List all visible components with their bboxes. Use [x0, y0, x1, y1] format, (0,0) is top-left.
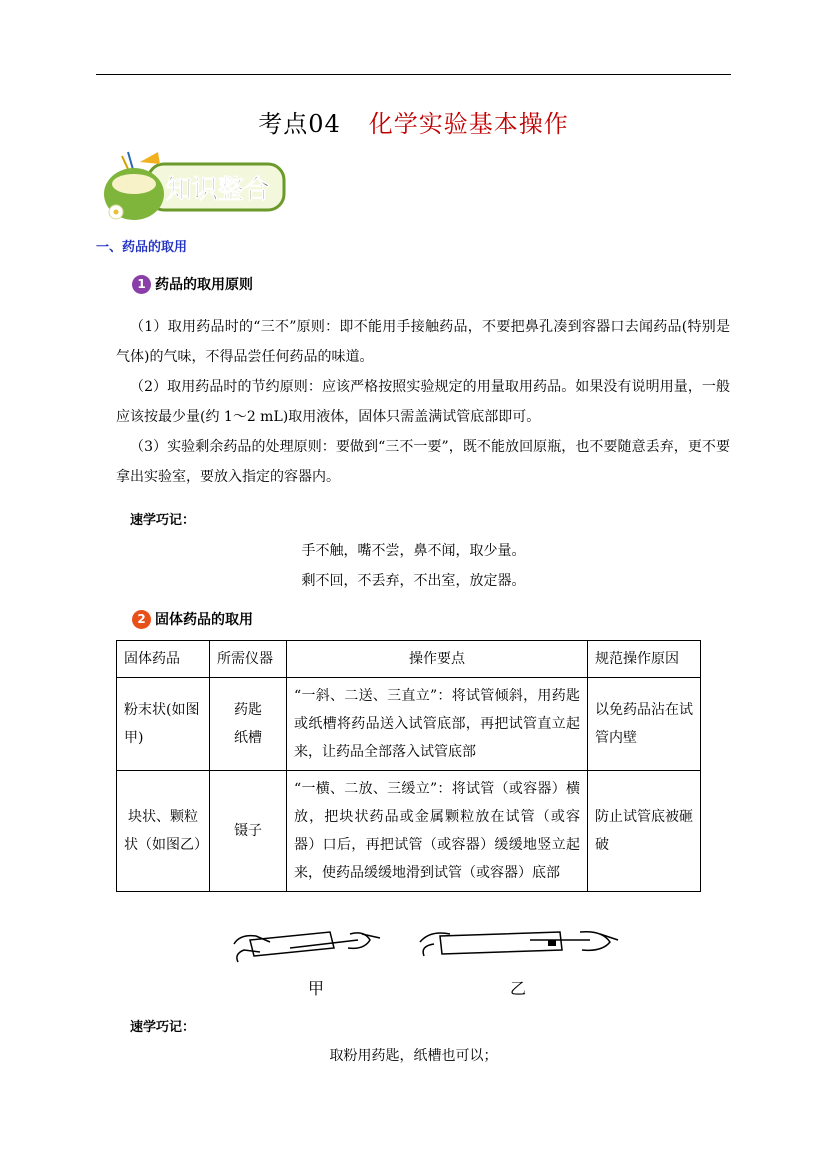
memo-line: 取粉用药匙，纸槽也可以；	[329, 1048, 498, 1064]
table-cell: “一横、二放、三缓立”：将试管（或容器）横放，把块状药品或金属颗粒放在试管（或容器）口后，再把试管（或容器）缓缓地竖立起来，使药品缓缓地滑到试管（或容器）底部	[287, 771, 588, 892]
title-number: 考点04	[258, 110, 341, 138]
subsection-heading-2	[132, 609, 253, 629]
table-header-row	[117, 641, 701, 678]
table-cell: 粉末状(如图甲)	[117, 678, 210, 771]
table-header-cell: 所需仪器	[210, 641, 287, 678]
table-cell: 镊子	[210, 771, 287, 892]
table-header-cell: 固体药品	[117, 641, 210, 678]
solid-reagent-table	[116, 640, 701, 892]
test-tube-drawings-icon	[230, 926, 622, 974]
test-tube-illustrations	[230, 926, 622, 978]
memo-label: 速学巧记：	[130, 1020, 196, 1035]
memo-line: 剩不回，不丢弃，不出室，放定器。	[301, 573, 526, 589]
paragraph: （1）取用药品时的“三不”原则：即不能用手接触药品，不要把鼻孔凑到容器口去闻药品(特别是气体)的气味，不得品尝任何药品的味道。	[116, 319, 730, 365]
knowledge-badge	[100, 148, 290, 230]
table-header-cell: 规范操作原因	[588, 641, 701, 678]
figure-label-yi: 乙	[510, 979, 527, 998]
table-cell: 防止试管底被砸破	[588, 771, 701, 892]
table-cell: 药匙 纸槽	[210, 678, 287, 771]
paragraph: （2）取用药品时的节约原则：应该严格按照实验规定的用量取用药品。如果没有说明用量，一般应该按最少量(约 1～2 mL)取用液体，固体只需盖满试管底部即可。	[116, 379, 730, 425]
table-cell: 块状、颗粒状（如图乙）	[117, 771, 210, 892]
badge-label: 知识整合	[166, 175, 271, 205]
header-rule	[96, 74, 731, 75]
section-heading: 一、药品的取用	[96, 240, 188, 255]
memo-label: 速学巧记：	[130, 513, 196, 528]
table-header-cell: 操作要点	[287, 641, 588, 678]
subsection-title: 固体药品的取用	[155, 612, 253, 628]
table-cell: “一斜、二送、三直立”：将试管倾斜，用药匙或纸槽将药品送入试管底部，再把试管直立起来，让药品全部落入试管底部	[287, 678, 588, 771]
table-row	[117, 771, 701, 892]
table-cell: 以免药品沾在试管内壁	[588, 678, 701, 771]
paragraph: （3）实验剩余药品的处理原则：要做到“三不一要”，既不能放回原瓶，也不要随意丢弃，更不要拿出实验室，要放入指定的容器内。	[116, 439, 730, 485]
table-row	[117, 678, 701, 771]
subsection-title: 药品的取用原则	[155, 277, 253, 293]
coconut-badge-icon	[100, 148, 290, 226]
page-title	[0, 104, 827, 139]
memo-line: 手不触，嘴不尝，鼻不闻，取少量。	[301, 543, 526, 559]
number-badge-icon: 2	[132, 610, 151, 629]
subsection-heading-1	[132, 274, 253, 294]
number-badge-icon: 1	[132, 275, 151, 294]
figure-label-jia: 甲	[308, 979, 325, 998]
title-text: 化学实验基本操作	[368, 110, 569, 138]
